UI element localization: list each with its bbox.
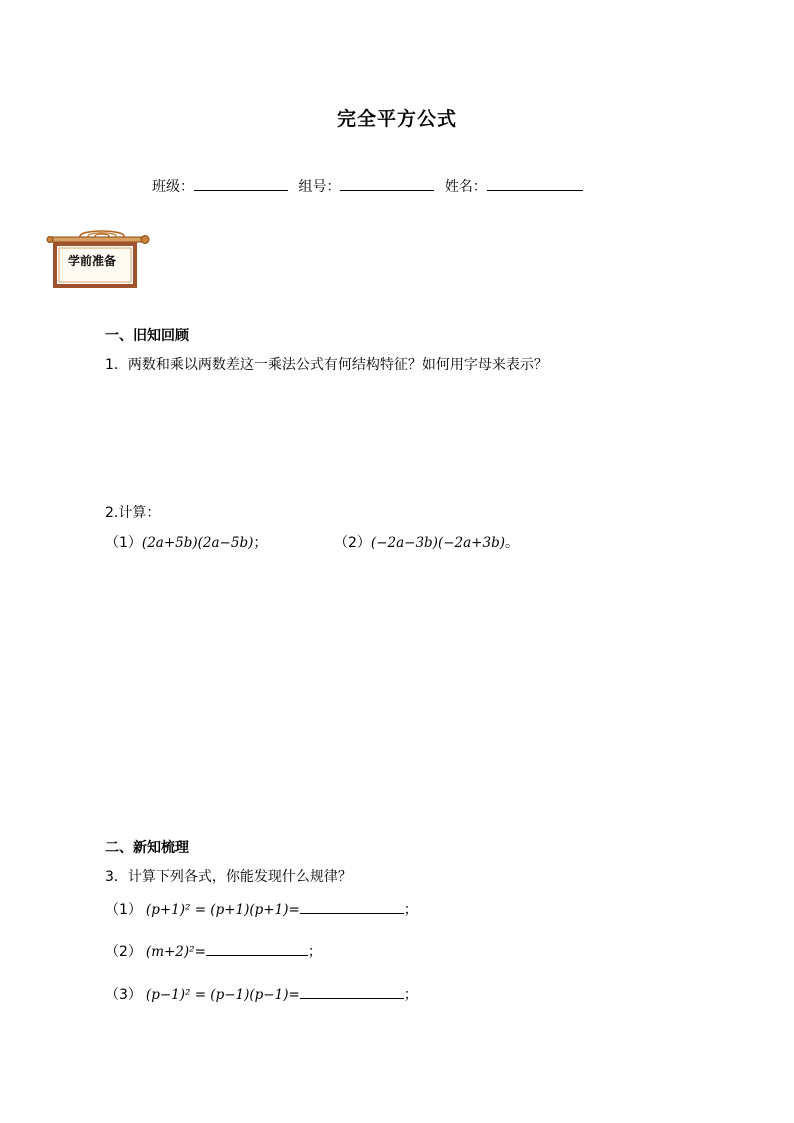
page-title: 完全平方公式 <box>336 108 457 130</box>
part-label: （1） <box>105 535 142 551</box>
answer-blank[interactable] <box>300 899 404 914</box>
item-end: ； <box>307 944 322 960</box>
name-label: 姓名： <box>444 179 487 195</box>
question-3: 3．计算下列各式，你能发现什么规律？ <box>105 869 352 885</box>
class-blank[interactable] <box>194 176 288 191</box>
item-label: （3） <box>105 987 142 1003</box>
answer-blank[interactable] <box>206 941 308 956</box>
item-end: ； <box>403 987 418 1003</box>
math-expression: (−2a−3b)(−2a+3b) <box>370 535 505 551</box>
equals-sign: = <box>288 987 300 1003</box>
item-label: （1） <box>105 902 142 918</box>
info-row <box>152 176 583 196</box>
question-3-item-3 <box>105 984 418 1004</box>
math-expression: (m+2)² <box>145 944 195 960</box>
part-label: （2） <box>334 535 371 551</box>
equals-sign: = <box>194 944 206 960</box>
item-end: ； <box>403 902 418 918</box>
badge-label: 学前准备 <box>67 254 116 268</box>
question-3-item-2 <box>105 941 322 961</box>
name-blank[interactable] <box>487 176 583 191</box>
question-2-part-2 <box>334 532 519 552</box>
math-expression: (2a+5b)(2a−5b) <box>141 535 254 551</box>
item-label: （2） <box>105 944 142 960</box>
question-3-item-1 <box>105 899 418 919</box>
section-review-heading: 一、旧知回顾 <box>105 328 189 344</box>
math-expression: (p+1)² = (p+1)(p+1) <box>145 902 289 918</box>
group-label: 组号： <box>298 179 341 195</box>
class-label: 班级： <box>152 179 194 195</box>
part-end: 。 <box>504 535 519 551</box>
prep-badge <box>46 228 154 290</box>
question-2: 2.计算： <box>105 505 161 521</box>
part-end: ； <box>253 535 268 551</box>
question-2-part-1 <box>105 532 267 552</box>
section-new-heading: 二、新知梳理 <box>105 840 189 856</box>
answer-blank[interactable] <box>300 984 404 999</box>
question-1: 1．两数和乘以两数差这一乘法公式有何结构特征？如何用字母来表示？ <box>105 357 548 373</box>
group-blank[interactable] <box>340 176 434 191</box>
math-expression: (p−1)² = (p−1)(p−1) <box>145 987 289 1003</box>
equals-sign: = <box>288 902 300 918</box>
